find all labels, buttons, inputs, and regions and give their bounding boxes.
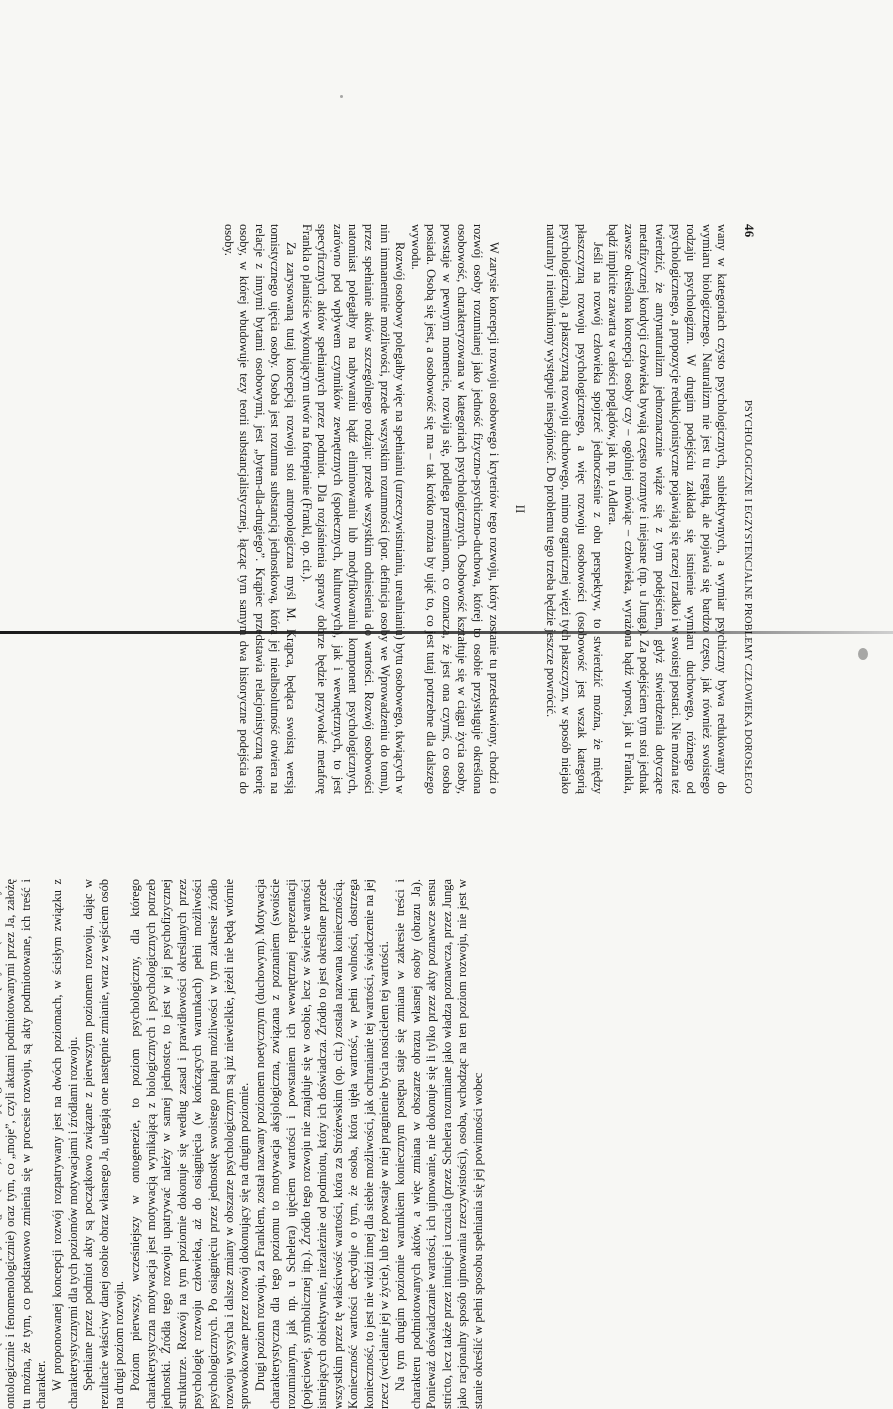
paragraph: W zarysie koncepcji rozwoju osobowego i kryteriów tego rozwoju, który zostanie tu przedstawiony, chodzi o rozwój osoby rozumianej jako jedność fizyczno-psychiczno-duchowa, której to osobie przysługuje określona osobowość, charakteryzowana w kategoriach psychologicznych. Osobowość kształtuje się w ciągu życia osoby, powstaje w pewnym momencie, rozwija się, podlega przemianom, co oznacza, że jest ona czymś, co osoba posiada. Osobą się jest, a osobowość się ma – tak krótko można by ująć to, co jest tutaj potrzebne dla dalszego wywodu. xyxy=(408,224,501,794)
paragraph: Spełniane przez podmiot akty są początkowo związane z pierwszym poziomem rozwoju, dając w rezultacie właściwy danej osobie obraz własnego Ja, ulegają one następnie zmianie, wraz z wejściem osób na drugi poziom rozwoju. xyxy=(81,879,127,1409)
paragraph: Poziom pierwszy, wcześniejszy w ontogenezie, to poziom psychologiczny, dla którego charakterystyczna motywacja jest motywacją wynikającą z biologicznych i psychologicznych potrzeb jednostki. Źródła tego rozwoju upatrywać należy w samej jednostce, to jest w jej psychofizycznej strukturze. Rozwój na tym poziomie dokonuje się według zasad i prawidłowości określanych przez psychologię rozwoju człowieka, aż do osiągnięcia (w kończących warunkach) pełni możliwości psychologicznych. Po osiągnięciu przez jednostkę swoistego pułapu możliwości w tym zakresie źródło rozwoju wysycha i dalsze zmiany w obszarze psychologicznym są już niewielkie, jeżeli nie będą wtórnie sprowokowane przez rozwój dokonujący się na drugim poziomie. xyxy=(127,879,252,1409)
scan-speck xyxy=(340,95,343,98)
paragraph: Jeśli na rozwój człowieka spojrzeć jednocześnie z obu perspektyw, to stwierdzić można, że między płaszczyzną rozwoju psychologicznego, a więc rozwoju osobowości (osobowość jest wszak kategorią psychologiczną), a płaszczyzną rozwoju duchowego, mimo organicznej więzi tych płaszczyzn, w sposób niejako naturalny i nieunikniony występuje niespójność. Do problemu tego trzeba będzie jeszcze powrócić. xyxy=(543,224,605,794)
running-head-title: PSYCHOLOGICZNE I EGZYSTENCJALNE PROBLEMY CZŁOWIEKA DOROSŁEGO xyxy=(742,399,753,794)
paragraph: Drugi poziom rozwoju, za Franklem, został nazwany poziomem noetycznym (duchowym). Motywacja charakterystyczna dla tego poziomu to motywacja aksjologiczna, związana z poznaniem (swoiście rozumianym, jak np. u Schelera) ujęciem wartości i powstaniem ich wewnętrznej reprezentacji (pojęciowej, symbolicznej itp.). Źródło tego rozwoju nie znajduje się w osobie, lecz w świecie wartości istniejących obiektywnie, niezależnie od podmiotu, który ich doświadcza. Źródło to jest określone przede wszystkim przez tę właściwość wartości, która za Stróżewskim (op. cit.) została nazwana koniecznością. Konieczność wartości decyduje o tym, że osoba, która ujęła wartość, w pełni wolności, dostrzega konieczność, to jest nie widzi innej dla siebie możliwości, jak ochranianie tej wartości, świadczenie na jej rzecz (wcielanie jej w życie), lub też powstaje w niej pragnienie bycia nosicielem tej wartości. xyxy=(252,879,392,1409)
paragraph: Za zarysowaną tutaj koncepcją rozwoju stoi antropologiczna myśl M. Krąpca, będąca swoistą wersją tomistycznego ujęcia osoby. Osoba jest rozumna substancją jednostkową, która jej niealbsolutność otwiera na relacje z innymi bytami osobowymi, jest „bytem-dla-drugiego”. Krąpiec przedstawia relacjonistyczną teorię osoby, w której wbudowuje tezy teorii substancjalistycznej, łącząc tym samym dwa historyczne podejścia do osoby. xyxy=(221,224,298,794)
paragraph: ontologicznie i fenomenologicznie) oraz tym, co „moje”, czyli aktami podmiotowanymi przez Ja, założę tu można, że tym, co podstawowo zmienia się w procesie rozwoju, są akty podmiotowane, ich treść i charakter. xyxy=(3,879,49,1409)
paragraph: Rozwój osobowy polegałby więc na spełnianiu (urzeczywistnianiu, urealnianiu) bytu osobowego, tkwiących w nim immanentnie możliwości, przede wszystkim rozumności (por. definicja osoby we Wprowadzeniu do tomu), przez spełnianie aktów szczególnego rodzaju: przede wszystkim odniesienia do wartości. Rozwój osobowości natomiast polegałby na nabywaniu bądź eliminowaniu lub modyfikowaniu komponent psychologicznych, zarówno pod wpływem czynników zewnętrznych (społecznych, kulturowych), jak i wewnętrznych, to jest specyficznych aktów spełnianych przez podmiot. Dla rozjaśnienia sprawy dobrze będzie przywołać metaforę Frankla o planiście wykonującym utwór na fortepianie (Frankl, op. cit.). xyxy=(299,224,408,794)
page-46 xyxy=(0,224,757,794)
paragraph: wany w kategoriach czysto psychologicznych, subiektywnych, a wymiar psychiczny bywa redukowany do wymiaru biologicznego. Naturalizm nie jest tu regułą, ale pojawia się bardzo często, jak również swoistego rodzaju psychologizm. W drugim podejściu zakłada się istnienie wymiaru duchowego, różnego od psychologicznego, a propozycje redukcjonistyczne pojawiają się raczej rzadko i w swoistej postaci. Nie można też twierdzić, że antynaturalizm jednoznacznie wiąże się z tym podejściem, gdyż stwierdzenia dotyczące metafizycznej kondycji człowieka bywają często rozmyte i niejasne (np. u Junga). Za podejściem tym stoi jednak zawsze określona koncepcja osoby czy – ogólniej mówiąc – człowieka, wyrażona bądź wprost, jak u Frankla, bądź implicite zawarta w całości poglądów, jak np. u Adlera. xyxy=(606,224,730,794)
section-heading: II xyxy=(513,504,529,514)
page-number: 46 xyxy=(742,224,757,238)
scan-speck xyxy=(858,648,868,660)
running-head-46 xyxy=(739,224,757,794)
paragraph: W proponowanej koncepcji rozwój rozpatrywany jest na dwóch poziomach, w ścisłym związku z charakterystycznymi dla tych poziomów motywacjami i źródłami rozwoju. xyxy=(49,879,80,1409)
paragraph: Na tym drugim poziomie warunkiem koniecznym postępu staje się zmiana w zakresie treści i charakteru podmiotowanych aktów, a więc zmiana w obszarze obrazu własnej osoby (obrazu Ja). Ponieważ doświadczanie wartości, ich ujmowanie, nie dokonuje się li tylko przez akty poznawcze sensu stricto, lecz także przez intuicje i uczucia (przez Schelera rozumiane jako władza poznawcza, przez Junga jako racjonalny sposób ujmowania rzeczywistości), osoba, wchodząc na ten poziom rozwoju, nie jest w stanie określić w pełni sposobu spełniania się jej powinności wobec xyxy=(393,879,485,1409)
page-47 xyxy=(0,879,731,1409)
